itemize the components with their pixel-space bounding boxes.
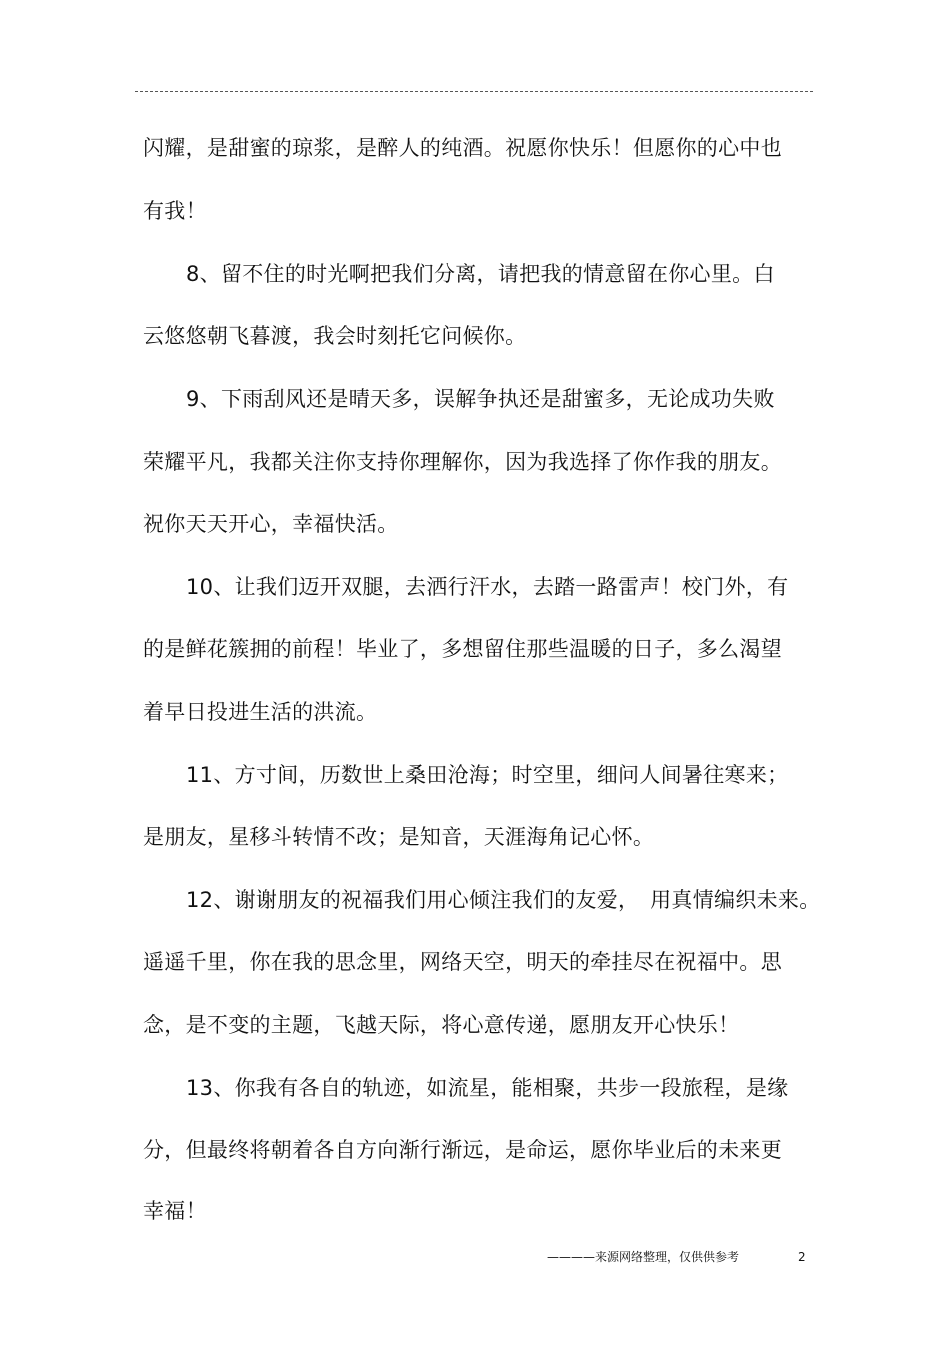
text-line: 荣耀平凡，我都关注你支持你理解你，因为我选择了你作我的朋友。 [143, 450, 782, 474]
text-line: 念，是不变的主题，飞越天际，将心意传递，愿朋友开心快乐！ [143, 1013, 740, 1037]
page-number: 2 [798, 1250, 806, 1264]
text-line: 10、让我们迈开双腿，去洒行汗水，去踏一路雷声！校门外，有 [186, 575, 789, 599]
text-line: 13、你我有各自的轨迹，如流星，能相聚，共步一段旅程，是缘 [186, 1076, 789, 1100]
text-line: 的是鲜花簇拥的前程！毕业了，多想留住那些温暖的日子，多么渴望 [143, 637, 782, 661]
header-rule [135, 91, 813, 92]
text-line: 有我！ [143, 199, 207, 223]
text-line: 分，但最终将朝着各自方向渐行渐远，是命运，愿你毕业后的未来更 [143, 1138, 782, 1162]
text-line: 着早日投进生活的洪流。 [143, 700, 378, 724]
text-line: 云悠悠朝飞暮渡，我会时刻托它问候你。 [143, 324, 527, 348]
text-line: 是朋友，星移斗转情不改；是知音，天涯海角记心怀。 [143, 825, 655, 849]
text-line: 9、下雨刮风还是晴天多，误解争执还是甜蜜多，无论成功失败 [186, 387, 775, 411]
text-line: 8、留不住的时光啊把我们分离，请把我的情意留在你心里。白 [186, 262, 775, 286]
text-line: 遥遥千里，你在我的思念里，网络天空，明天的牵挂尽在祝福中。思 [143, 950, 782, 974]
text-line: 祝你天天开心，幸福快活。 [143, 512, 399, 536]
text-line: 12、谢谢朋友的祝福我们用心倾注我们的友爱， 用真情编织未来。 [186, 888, 821, 912]
text-line: 幸福！ [143, 1199, 207, 1223]
text-line: 11、方寸间，历数世上桑田沧海；时空里，细问人间暑往寒来； [186, 763, 789, 787]
text-line: 闪耀，是甜蜜的琼浆，是醉人的纯酒。祝愿你快乐！但愿你的心中也 [143, 136, 782, 160]
footer-source-note: ————来源网络整理，仅供供参考 [547, 1250, 740, 1264]
